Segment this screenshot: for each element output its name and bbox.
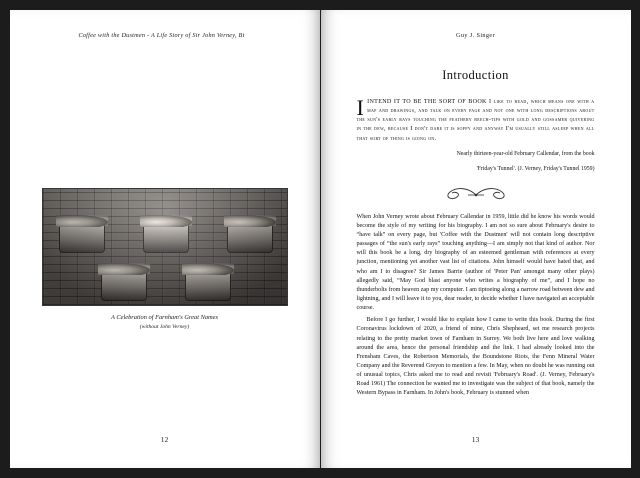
body-text-column (356, 95, 595, 399)
left-running-head: Coffee with the Dustmen - A Life Story of Sir John Verney, Bt (78, 32, 245, 39)
paragraph-3: Before I go further, I would like to explain how I came to write this book. During the first Coronavirus lockdown of 2020, a friend of mine, Chris Shepheard, set me research projects relating to the pretty market town of Farnham in Surrey. We both live here and love walking around the area, hence the personal friendship and the link. I had already looked into the Frensham Caves, the Robertson Memorials, the Boundstone Riots, the Fenn Mineral Water Company and the Reverend Greyon to mention a few. In May, when no doubt he was running out of unusual topics, Chris asked me to read and revisit 'February's Road'. (J. Verney, February's Road 1961) The connection he wanted me to investigate was the subject of that book, namely the Western Bypass in Farnham. In John's book, February is stunned when (356, 317, 595, 397)
quote-attribution-line2: 'Friday's Tunnel'. (J. Verney, Friday's Tunnel 1959) (476, 165, 595, 172)
paragraph-2: When John Verney wrote about February Callendar in 1959, little did he know his words would become the style of my writing for his biography. I am not so sure about February's desire to “have talk” on every page, but 'Coffee with the Dustmen' will not contain long descriptive passages of “the sun's early rays” touching anything—I am simply not that kind of author. Nor will this book be a long, dry biography of an esteemed gentleman with references at every junction, mentioning yet another vast list of citations. John himself would have hated that, and who am I to disagree? Sir James Barrie (author of 'Peter Pan' amongst many other plays) allegedly said, “May God blast anyone who writes a biography of me”, and I hope no thunderbolts from heaven zap my computer. I am tiptoeing along a narrow road between dew and lightning, and I will leave it to you, dear reader, to decide whether I have navigated an acceptable course. (356, 213, 595, 312)
right-running-head: Guy J. Singer (455, 32, 496, 39)
left-page-number: 12 (160, 435, 169, 444)
left-page (10, 10, 320, 468)
figure-caption (42, 313, 288, 332)
paragraph-opening-text: INTEND IT TO BE THE SORT OF BOOK I like to read, which means one with a map and drawings, and talk on every page and not one with long descriptions about the sun's early rays touching the feathery beech-tips with gold and gossamer quivering in the dew, because I don't dare it is soppy and anyway I'm usually still asleep when all that sort of thing is going on. (356, 99, 595, 142)
paragraph-opening (356, 95, 595, 144)
chapter-title: Introduction (442, 68, 509, 82)
figure-block (42, 188, 288, 332)
figure-caption-line2: (without John Verney) (139, 324, 190, 331)
drop-cap-i: I (356, 95, 365, 120)
flourish-ornament (357, 186, 595, 202)
right-page (321, 10, 631, 468)
figure-caption-line1: A Celebration of Farnham's Great Names (111, 314, 218, 321)
quote-attribution-line1: Nearly thirteen-year-old February Callendar, from the book (456, 150, 595, 157)
brick-wall-with-flower-planters-photo (42, 188, 288, 306)
right-page-number: 13 (471, 435, 480, 444)
